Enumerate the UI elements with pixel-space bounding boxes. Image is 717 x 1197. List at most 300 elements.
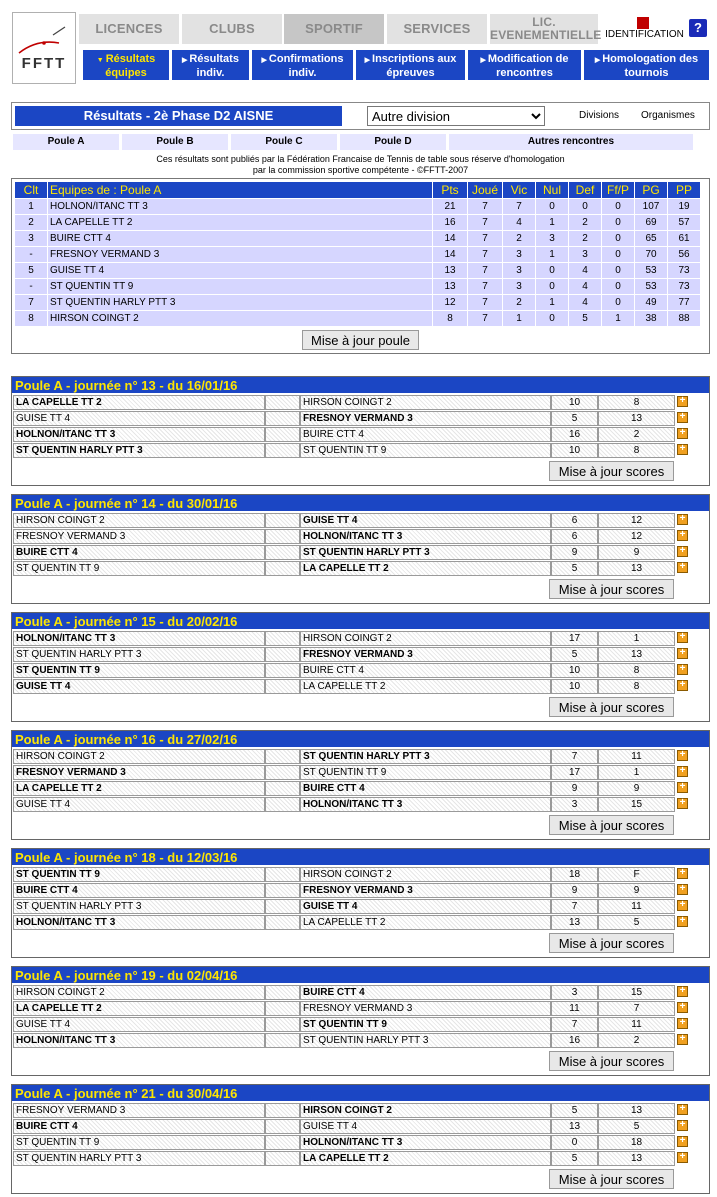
stat-cell: 5 — [15, 263, 47, 278]
subnav-resultats-equipes[interactable]: ▼ Résultats équipes — [83, 50, 169, 80]
fftt-logo-graphic — [13, 13, 75, 83]
arrow-icon: ▶ — [364, 57, 371, 64]
home-team-cell: HOLNON/ITANC TT 3 — [13, 427, 265, 442]
stat-cell: 53 — [635, 263, 667, 278]
round-panel — [11, 966, 710, 1076]
home-score-cell: 7 — [551, 749, 598, 764]
tab-poule-c[interactable]: Poule C — [231, 134, 337, 150]
stat-cell: 0 — [602, 279, 634, 294]
plus-icon[interactable]: + — [677, 530, 688, 541]
stat-cell: 0 — [536, 311, 568, 326]
division-title-bar — [11, 102, 710, 130]
away-team-cell: FRESNOY VERMAND 3 — [300, 411, 551, 426]
spacer-cell — [265, 395, 300, 410]
plus-icon[interactable]: + — [677, 428, 688, 439]
away-team-cell: BUIRE CTT 4 — [300, 781, 551, 796]
home-score-cell: 17 — [551, 631, 598, 646]
match-row — [13, 631, 708, 646]
spacer-cell — [265, 1151, 300, 1166]
ranking-row — [15, 199, 700, 214]
away-score-cell: 8 — [598, 395, 675, 410]
home-score-cell: 9 — [551, 883, 598, 898]
subnav-confirmations-indiv[interactable]: ▶ Confirmations indiv. — [252, 50, 353, 80]
home-team-cell: BUIRE CTT 4 — [13, 545, 265, 560]
details-cell — [675, 427, 693, 442]
col-ffp: Ff/P — [602, 182, 634, 198]
nav-clubs[interactable]: CLUBS — [182, 14, 282, 44]
stat-cell: 4 — [503, 215, 535, 230]
away-score-cell: 2 — [598, 427, 675, 442]
home-score-cell: 5 — [551, 647, 598, 662]
plus-icon[interactable]: + — [677, 680, 688, 691]
plus-icon[interactable]: + — [677, 1002, 688, 1013]
spacer-cell — [265, 679, 300, 694]
stat-cell: 2 — [15, 215, 47, 230]
stat-cell: - — [15, 279, 47, 294]
home-score-cell: 5 — [551, 411, 598, 426]
away-score-cell: 13 — [598, 1103, 675, 1118]
away-score-cell: 11 — [598, 899, 675, 914]
away-team-cell: ST QUENTIN TT 9 — [300, 1017, 551, 1032]
stat-cell: 2 — [569, 231, 601, 246]
update-scores-button[interactable]: Mise à jour scores — [549, 815, 674, 835]
home-score-cell: 9 — [551, 545, 598, 560]
organismes-link[interactable]: Organismes — [641, 110, 695, 121]
stat-cell: 49 — [635, 295, 667, 310]
col-joue: Joué — [468, 182, 502, 198]
plus-icon[interactable]: + — [677, 1034, 688, 1045]
nav-lic-evenementielle[interactable]: LIC. EVENEMENTIELLE — [490, 15, 602, 42]
details-cell — [675, 1033, 693, 1048]
stat-cell: 2 — [503, 231, 535, 246]
round-title: Poule A - journée n° 14 - du 30/01/16 — [12, 495, 709, 511]
ranking-header-row — [15, 182, 700, 198]
away-team-cell: LA CAPELLE TT 2 — [300, 561, 551, 576]
stat-cell: 7 — [15, 295, 47, 310]
identification-area[interactable] — [602, 14, 709, 44]
stat-cell: 3 — [15, 231, 47, 246]
stat-cell: 4 — [569, 263, 601, 278]
spacer-cell — [265, 561, 300, 576]
nav-licences[interactable]: LICENCES — [79, 14, 179, 44]
stat-cell: 107 — [635, 199, 667, 214]
spacer-cell — [265, 1103, 300, 1118]
away-score-cell: 7 — [598, 1001, 675, 1016]
details-cell — [675, 1001, 693, 1016]
away-team-cell: BUIRE CTT 4 — [300, 663, 551, 678]
away-score-cell: 8 — [598, 443, 675, 458]
away-team-cell: FRESNOY VERMAND 3 — [300, 647, 551, 662]
ranking-row — [15, 295, 700, 310]
stat-cell: 3 — [503, 247, 535, 262]
spacer-cell — [265, 545, 300, 560]
round-panel — [11, 494, 710, 604]
ranking-panel — [11, 178, 710, 354]
away-score-cell: 11 — [598, 1017, 675, 1032]
stat-cell: 7 — [503, 199, 535, 214]
home-score-cell: 10 — [551, 663, 598, 678]
away-team-cell: HOLNON/ITANC TT 3 — [300, 797, 551, 812]
round-panel — [11, 730, 710, 840]
match-row — [13, 1119, 708, 1134]
away-team-cell: HOLNON/ITANC TT 3 — [300, 1135, 551, 1150]
stat-cell: 2 — [503, 295, 535, 310]
away-score-cell: F — [598, 867, 675, 882]
home-team-cell: HIRSON COINGT 2 — [13, 513, 265, 528]
home-score-cell: 6 — [551, 513, 598, 528]
arrow-icon: ▶ — [261, 57, 267, 64]
match-row — [13, 443, 708, 458]
col-vic: Vic — [503, 182, 535, 198]
stat-cell: 4 — [569, 279, 601, 294]
details-cell — [675, 561, 693, 576]
ranking-table — [14, 181, 701, 327]
poule-tabs — [13, 134, 708, 150]
stat-cell: 1 — [536, 215, 568, 230]
round-title: Poule A - journée n° 15 - du 20/02/16 — [12, 613, 709, 629]
plus-icon[interactable]: + — [677, 444, 688, 455]
match-row — [13, 867, 708, 882]
plus-icon[interactable]: + — [677, 868, 688, 879]
match-row — [13, 749, 708, 764]
subnav-homologation[interactable]: ▶ Homologation des tournois — [584, 50, 709, 80]
stat-cell: 14 — [433, 231, 467, 246]
away-team-cell: HIRSON COINGT 2 — [300, 631, 551, 646]
ranking-body — [15, 199, 700, 326]
home-score-cell: 18 — [551, 867, 598, 882]
update-scores-button[interactable]: Mise à jour scores — [549, 933, 674, 953]
away-team-cell: GUISE TT 4 — [300, 1119, 551, 1134]
stat-cell: 8 — [433, 311, 467, 326]
away-score-cell: 5 — [598, 915, 675, 930]
plus-icon[interactable]: + — [677, 1152, 688, 1163]
match-row — [13, 797, 708, 812]
details-cell — [675, 663, 693, 678]
update-scores-button[interactable]: Mise à jour scores — [549, 461, 674, 481]
stat-cell: 3 — [536, 231, 568, 246]
home-score-cell: 13 — [551, 915, 598, 930]
plus-icon[interactable]: + — [677, 798, 688, 809]
update-scores-button[interactable]: Mise à jour scores — [549, 1169, 674, 1189]
details-cell — [675, 1103, 693, 1118]
spacer-cell — [265, 529, 300, 544]
match-row — [13, 663, 708, 678]
away-team-cell: HOLNON/ITANC TT 3 — [300, 529, 551, 544]
match-row — [13, 781, 708, 796]
away-score-cell: 9 — [598, 883, 675, 898]
home-team-cell: ST QUENTIN HARLY PTT 3 — [13, 1151, 265, 1166]
stat-cell: 1 — [536, 247, 568, 262]
spacer-cell — [265, 443, 300, 458]
away-team-cell: HIRSON COINGT 2 — [300, 395, 551, 410]
team-name-cell[interactable]: LA CAPELLE TT 2 — [48, 215, 432, 230]
arrow-icon: ▼ — [96, 57, 104, 64]
details-cell — [675, 867, 693, 882]
col-pp: PP — [668, 182, 700, 198]
col-nul: Nul — [536, 182, 568, 198]
home-team-cell: GUISE TT 4 — [13, 797, 265, 812]
stat-cell: 0 — [569, 199, 601, 214]
spacer-cell — [265, 1001, 300, 1016]
top-navigation — [79, 14, 709, 44]
home-team-cell: ST QUENTIN HARLY PTT 3 — [13, 443, 265, 458]
plus-icon[interactable]: + — [677, 986, 688, 997]
stat-cell: 0 — [536, 199, 568, 214]
team-name-cell[interactable]: ST QUENTIN TT 9 — [48, 279, 432, 294]
legal-notice: Ces résultats sont publiés par la Fédération Francaise de Tennis de table sous réserve d'homologation par la commission sportive compétente - ©FFTT-2007 — [156, 154, 565, 175]
tab-poule-a[interactable]: Poule A — [13, 134, 119, 150]
spacer-cell — [265, 1119, 300, 1134]
away-team-cell: LA CAPELLE TT 2 — [300, 1151, 551, 1166]
svg-text:FFTT: FFTT — [21, 55, 67, 72]
home-team-cell: ST QUENTIN TT 9 — [13, 867, 265, 882]
team-name-cell[interactable]: HOLNON/ITANC TT 3 — [48, 199, 432, 214]
match-row — [13, 765, 708, 780]
plus-icon[interactable]: + — [677, 766, 688, 777]
match-row — [13, 395, 708, 410]
stat-cell: 13 — [433, 279, 467, 294]
home-team-cell: ST QUENTIN HARLY PTT 3 — [13, 647, 265, 662]
round-title: Poule A - journée n° 13 - du 16/01/16 — [12, 377, 709, 393]
stat-cell: 4 — [569, 295, 601, 310]
stat-cell: 0 — [602, 295, 634, 310]
spacer-cell — [265, 647, 300, 662]
away-team-cell: ST QUENTIN HARLY PTT 3 — [300, 749, 551, 764]
home-score-cell: 17 — [551, 765, 598, 780]
home-team-cell: LA CAPELLE TT 2 — [13, 395, 265, 410]
details-cell — [675, 915, 693, 930]
stat-cell: 7 — [468, 279, 502, 294]
match-row — [13, 1033, 708, 1048]
spacer-cell — [265, 883, 300, 898]
away-score-cell: 9 — [598, 545, 675, 560]
home-team-cell: ST QUENTIN TT 9 — [13, 663, 265, 678]
away-team-cell: FRESNOY VERMAND 3 — [300, 1001, 551, 1016]
details-cell — [675, 545, 693, 560]
away-team-cell: ST QUENTIN TT 9 — [300, 443, 551, 458]
stat-cell: 1 — [503, 311, 535, 326]
home-score-cell: 7 — [551, 899, 598, 914]
home-score-cell: 5 — [551, 561, 598, 576]
team-name-cell[interactable]: HIRSON COINGT 2 — [48, 311, 432, 326]
home-score-cell: 16 — [551, 427, 598, 442]
match-row — [13, 985, 708, 1000]
plus-icon[interactable]: + — [677, 412, 688, 423]
plus-icon[interactable]: + — [677, 884, 688, 895]
identification-label[interactable]: IDENTIFICATION — [605, 29, 684, 40]
tab-poule-b[interactable]: Poule B — [122, 134, 228, 150]
match-row — [13, 545, 708, 560]
stat-cell: 7 — [468, 231, 502, 246]
spacer-cell — [265, 631, 300, 646]
match-row — [13, 883, 708, 898]
team-name-cell[interactable]: FRESNOY VERMAND 3 — [48, 247, 432, 262]
home-team-cell: LA CAPELLE TT 2 — [13, 1001, 265, 1016]
fftt-logo[interactable] — [12, 12, 76, 84]
tab-poule-d[interactable]: Poule D — [340, 134, 446, 150]
stat-cell: 21 — [433, 199, 467, 214]
stat-cell: 7 — [468, 311, 502, 326]
ranking-row — [15, 263, 700, 278]
col-pg: PG — [635, 182, 667, 198]
round-panel — [11, 376, 710, 486]
stat-cell: 7 — [468, 199, 502, 214]
stat-cell: 14 — [433, 247, 467, 262]
update-scores-button[interactable]: Mise à jour scores — [549, 1051, 674, 1071]
plus-icon[interactable]: + — [677, 1018, 688, 1029]
stat-cell: 7 — [468, 263, 502, 278]
away-team-cell: BUIRE CTT 4 — [300, 427, 551, 442]
details-cell — [675, 513, 693, 528]
col-def: Def — [569, 182, 601, 198]
ranking-row — [15, 247, 700, 262]
spacer-cell — [265, 1017, 300, 1032]
home-score-cell: 6 — [551, 529, 598, 544]
divisions-link[interactable]: Divisions — [579, 110, 620, 121]
plus-icon[interactable]: + — [677, 546, 688, 557]
details-cell — [675, 749, 693, 764]
division-select[interactable] — [367, 106, 545, 126]
details-cell — [675, 765, 693, 780]
home-score-cell: 5 — [551, 1151, 598, 1166]
spacer-cell — [265, 411, 300, 426]
spacer-cell — [265, 797, 300, 812]
plus-icon[interactable]: + — [677, 900, 688, 911]
match-row — [13, 899, 708, 914]
col-pts: Pts — [433, 182, 467, 198]
details-cell — [675, 679, 693, 694]
away-team-cell: ST QUENTIN TT 9 — [300, 765, 551, 780]
home-team-cell: ST QUENTIN TT 9 — [13, 1135, 265, 1150]
sub-navigation — [83, 50, 709, 80]
away-score-cell: 8 — [598, 679, 675, 694]
home-team-cell: FRESNOY VERMAND 3 — [13, 765, 265, 780]
spacer-cell — [265, 915, 300, 930]
plus-icon[interactable]: + — [677, 1136, 688, 1147]
plus-icon[interactable]: + — [677, 562, 688, 573]
stat-cell: 7 — [468, 295, 502, 310]
stat-cell: 56 — [668, 247, 700, 262]
tab-autres-rencontres[interactable]: Autres rencontres — [449, 134, 693, 150]
home-score-cell: 3 — [551, 797, 598, 812]
away-team-cell: LA CAPELLE TT 2 — [300, 915, 551, 930]
stat-cell: 1 — [536, 295, 568, 310]
plus-icon[interactable]: + — [677, 396, 688, 407]
update-scores-button[interactable]: Mise à jour scores — [549, 697, 674, 717]
match-row — [13, 915, 708, 930]
away-team-cell: ST QUENTIN HARLY PTT 3 — [300, 545, 551, 560]
away-score-cell: 13 — [598, 561, 675, 576]
stat-cell: 8 — [15, 311, 47, 326]
away-team-cell: HIRSON COINGT 2 — [300, 867, 551, 882]
details-cell — [675, 883, 693, 898]
home-score-cell: 9 — [551, 781, 598, 796]
plus-icon[interactable]: + — [677, 782, 688, 793]
stat-cell: - — [15, 247, 47, 262]
details-cell — [675, 899, 693, 914]
plus-icon[interactable]: + — [677, 1104, 688, 1115]
stat-cell: 3 — [503, 263, 535, 278]
stat-cell: 3 — [503, 279, 535, 294]
subnav-modification[interactable]: ▶ Modification de rencontres — [468, 50, 581, 80]
ranking-row — [15, 279, 700, 294]
away-score-cell: 1 — [598, 631, 675, 646]
details-cell — [675, 1017, 693, 1032]
plus-icon[interactable]: + — [677, 1120, 688, 1131]
spacer-cell — [265, 1135, 300, 1150]
away-team-cell: FRESNOY VERMAND 3 — [300, 883, 551, 898]
home-team-cell: ST QUENTIN HARLY PTT 3 — [13, 899, 265, 914]
stat-cell: 57 — [668, 215, 700, 230]
team-name-cell[interactable]: ST QUENTIN HARLY PTT 3 — [48, 295, 432, 310]
plus-icon[interactable]: + — [677, 514, 688, 525]
help-icon[interactable]: ? — [689, 19, 707, 37]
home-score-cell: 3 — [551, 985, 598, 1000]
away-score-cell: 12 — [598, 513, 675, 528]
away-score-cell: 1 — [598, 765, 675, 780]
home-team-cell: HIRSON COINGT 2 — [13, 749, 265, 764]
team-name-cell[interactable]: GUISE TT 4 — [48, 263, 432, 278]
update-poule-button[interactable]: Mise à jour poule — [302, 330, 419, 350]
plus-icon[interactable]: + — [677, 916, 688, 927]
spacer-cell — [265, 1033, 300, 1048]
stat-cell: 77 — [668, 295, 700, 310]
subnav-inscriptions[interactable]: ▶ Inscriptions aux épreuves — [356, 50, 465, 80]
details-cell — [675, 1119, 693, 1134]
plus-icon[interactable]: + — [677, 750, 688, 761]
details-cell — [675, 529, 693, 544]
plus-icon[interactable]: + — [677, 648, 688, 659]
ranking-row — [15, 231, 700, 246]
spacer-cell — [265, 765, 300, 780]
stat-cell: 2 — [569, 215, 601, 230]
away-score-cell: 12 — [598, 529, 675, 544]
nav-services[interactable]: SERVICES — [387, 14, 487, 44]
home-score-cell: 5 — [551, 1103, 598, 1118]
round-title: Poule A - journée n° 21 - du 30/04/16 — [12, 1085, 709, 1101]
team-name-cell[interactable]: BUIRE CTT 4 — [48, 231, 432, 246]
details-cell — [675, 631, 693, 646]
stat-cell: 0 — [602, 263, 634, 278]
plus-icon[interactable]: + — [677, 664, 688, 675]
stat-cell: 1 — [602, 311, 634, 326]
round-title: Poule A - journée n° 18 - du 12/03/16 — [12, 849, 709, 865]
home-score-cell: 7 — [551, 1017, 598, 1032]
nav-sportif[interactable]: SPORTIF — [284, 14, 384, 44]
subnav-resultats-indiv[interactable]: ▶ Résultats indiv. — [172, 50, 249, 80]
col-equipe: Equipes de : Poule A — [48, 182, 432, 198]
stat-cell: 0 — [536, 279, 568, 294]
home-team-cell: HIRSON COINGT 2 — [13, 985, 265, 1000]
match-row — [13, 411, 708, 426]
stat-cell: 73 — [668, 279, 700, 294]
stat-cell: 0 — [602, 247, 634, 262]
details-cell — [675, 647, 693, 662]
home-team-cell: FRESNOY VERMAND 3 — [13, 1103, 265, 1118]
stat-cell: 38 — [635, 311, 667, 326]
home-score-cell: 11 — [551, 1001, 598, 1016]
stat-cell: 7 — [468, 247, 502, 262]
home-team-cell: BUIRE CTT 4 — [13, 883, 265, 898]
round-panel — [11, 612, 710, 722]
home-team-cell: ST QUENTIN TT 9 — [13, 561, 265, 576]
plus-icon[interactable]: + — [677, 632, 688, 643]
home-team-cell: BUIRE CTT 4 — [13, 1119, 265, 1134]
stat-cell: 69 — [635, 215, 667, 230]
away-score-cell: 5 — [598, 1119, 675, 1134]
away-score-cell: 8 — [598, 663, 675, 678]
update-scores-button[interactable]: Mise à jour scores — [549, 579, 674, 599]
